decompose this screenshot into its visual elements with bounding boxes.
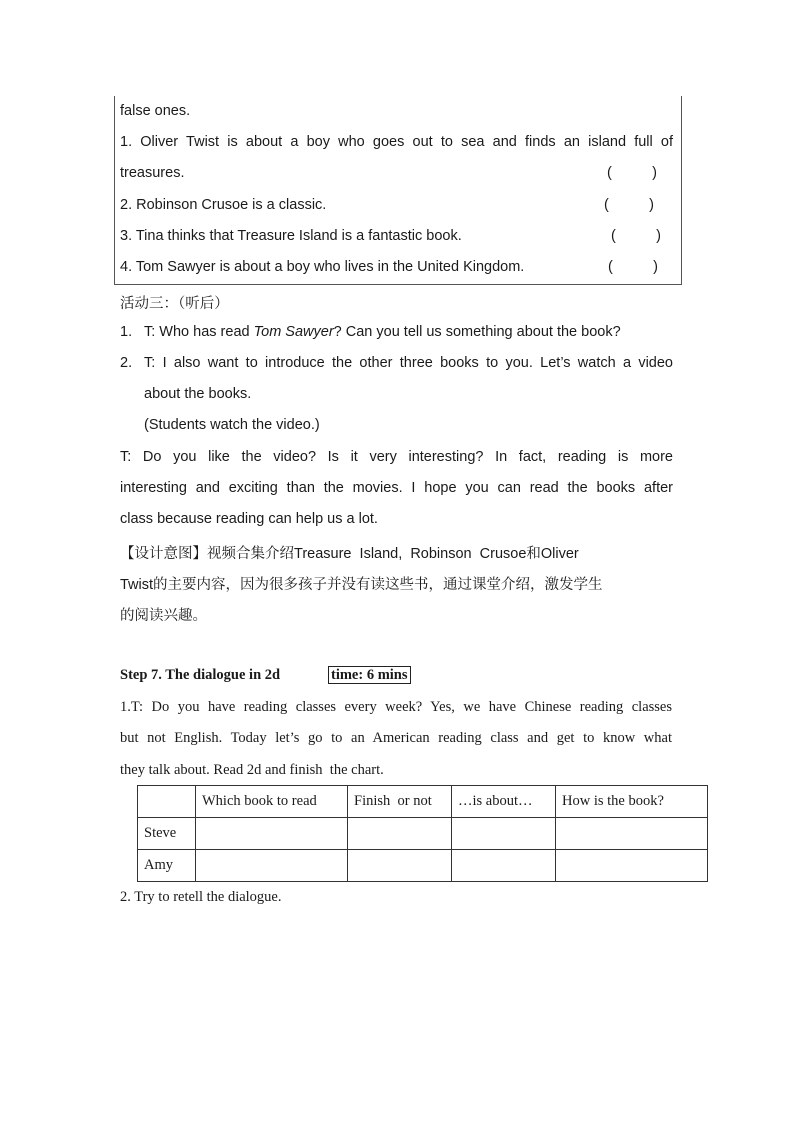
row-label-steve: Steve (138, 818, 196, 850)
table-cell[interactable] (556, 818, 708, 850)
step-paragraph-line-3: they talk about. Read 2d and finish the chart. (120, 762, 384, 778)
answer-blank-1[interactable]: ( ) (607, 165, 657, 181)
box-bottom-border (114, 284, 682, 285)
reading-chart (137, 785, 708, 882)
answer-blank-3[interactable]: ( ) (611, 228, 661, 244)
teacher-paragraph-line-3: class because reading can help us a lot. (120, 511, 378, 527)
question-1-number: 1. (120, 324, 133, 340)
stage-direction: (Students watch the video.) (144, 417, 320, 433)
step-title: Step 7. The dialogue in 2d (120, 667, 281, 683)
question-2-number: 2. (120, 355, 133, 371)
question-1 (144, 324, 621, 340)
time-box: time: 6 mins (328, 666, 411, 684)
box-right-border (681, 96, 682, 284)
table-cell[interactable] (348, 850, 452, 882)
table-row (138, 850, 708, 882)
teacher-paragraph-line-1: T: Do you like the video? Is it very interesting? In fact, reading is more (120, 449, 673, 465)
table-cell[interactable] (348, 818, 452, 850)
table-cell[interactable] (452, 850, 556, 882)
time-label (328, 667, 411, 684)
answer-blank-2[interactable]: ( ) (604, 197, 654, 213)
answer-blank-4[interactable]: ( ) (608, 259, 658, 275)
design-intent-line-1: 【设计意图】视频合集介绍Treasure Island, Robinson Crusoe和Oliver (120, 546, 579, 562)
true-false-item-3: 3. Tina thinks that Treasure Island is a fantastic book. (120, 228, 462, 244)
true-false-item-1-cont: treasures. (120, 165, 185, 181)
step-paragraph-line-1: 1.T: Do you have reading classes every week? Yes, we have Chinese reading classes (120, 699, 672, 715)
header-cell-empty (138, 786, 196, 818)
question-1-post: ? Can you tell us something about the book? (333, 324, 621, 340)
table-cell[interactable] (556, 850, 708, 882)
box-intro: false ones. (120, 103, 191, 119)
box-left-border (114, 96, 115, 284)
step-paragraph-line-2: but not English. Today let’s go to an American reading class and get to know what (120, 730, 672, 746)
row-label-amy: Amy (138, 850, 196, 882)
true-false-item-1: 1. Oliver Twist is about a boy who goes out to sea and finds an island full of (120, 134, 673, 150)
header-cell-finish: Finish or not (348, 786, 452, 818)
question-2-cont: about the books. (144, 386, 252, 402)
table-header-row (138, 786, 708, 818)
table-cell[interactable] (452, 818, 556, 850)
header-cell-about: …is about… (452, 786, 556, 818)
design-intent-line-3: 的阅读兴趣。 (120, 608, 207, 624)
true-false-item-2: 2. Robinson Crusoe is a classic. (120, 197, 327, 213)
header-cell-how: How is the book? (556, 786, 708, 818)
table-cell[interactable] (196, 818, 348, 850)
step-task-2: 2. Try to retell the dialogue. (120, 889, 282, 905)
design-intent-line-2: Twist的主要内容，因为很多孩子并没有读这些书，通过课堂介绍，激发学生 (120, 577, 603, 593)
header-cell-book: Which book to read (196, 786, 348, 818)
teacher-paragraph-line-2: interesting and exciting than the movies. I hope you can read the books after (120, 480, 673, 496)
book-title-tom-sawyer: Tom Sawyer (253, 324, 334, 340)
true-false-item-4: 4. Tom Sawyer is about a boy who lives in the United Kingdom. (120, 259, 525, 275)
question-2: T: I also want to introduce the other three books to you. Let’s watch a video (144, 355, 673, 371)
table-cell[interactable] (196, 850, 348, 882)
table-row (138, 818, 708, 850)
question-1-pre: T: Who has read (144, 324, 254, 340)
activity-heading: 活动三：（听后） (120, 296, 229, 312)
